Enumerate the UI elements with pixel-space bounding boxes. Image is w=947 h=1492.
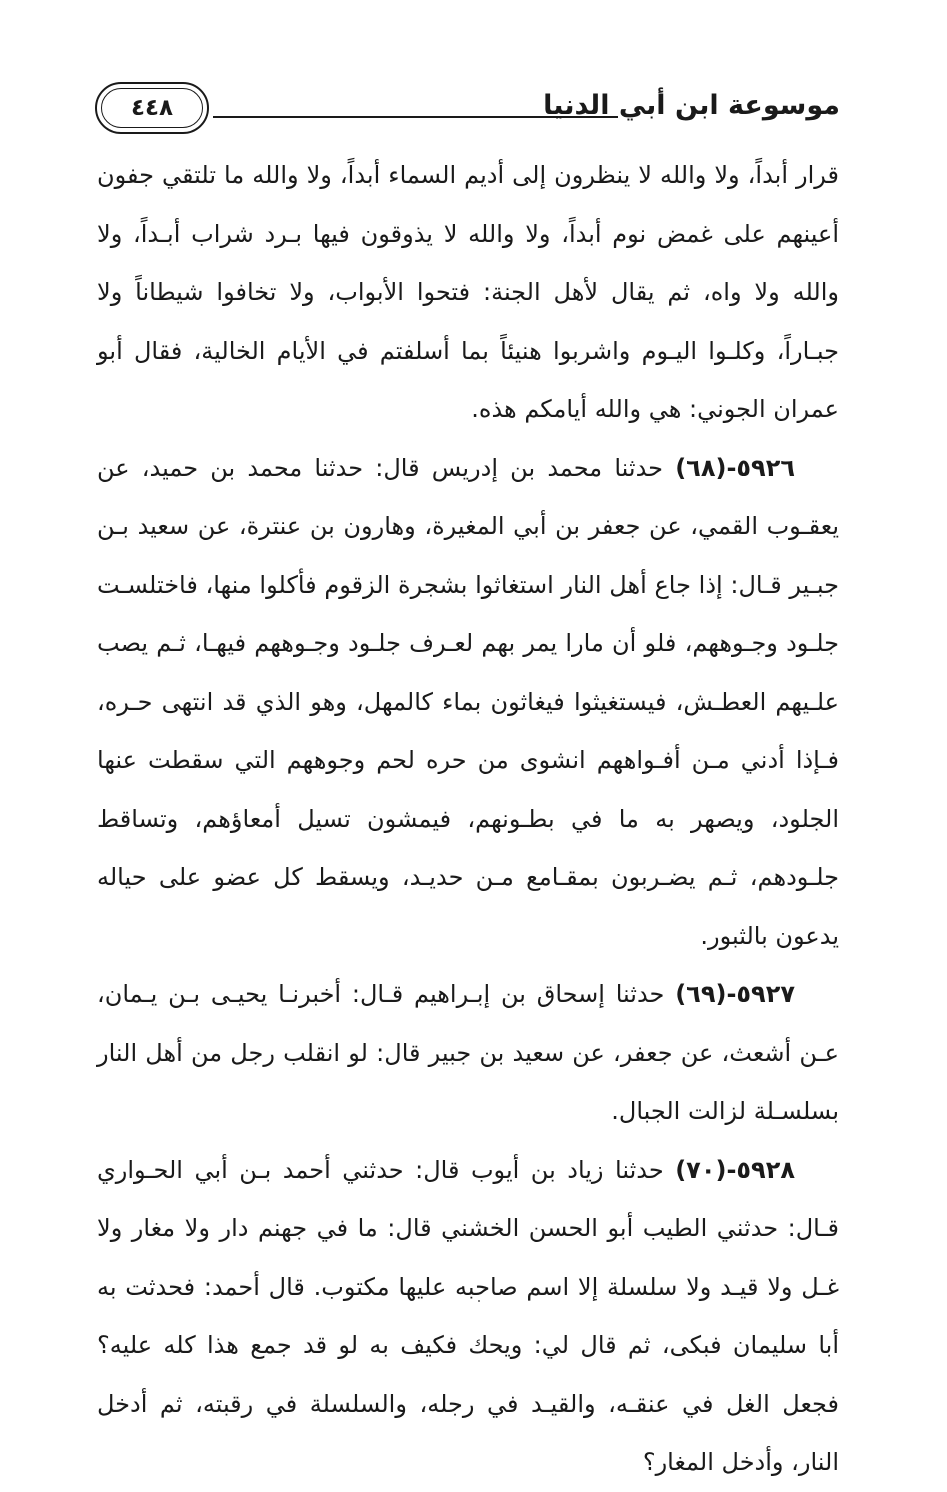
page-header xyxy=(95,78,840,138)
page-body xyxy=(97,146,839,1492)
hadith-number: ٥٩٢٧-(٦٩) xyxy=(675,980,795,1008)
header-rule xyxy=(213,116,618,118)
hadith-number: ٥٩٢٨-(٧٠) xyxy=(675,1155,795,1184)
paragraph xyxy=(97,1141,839,1492)
paragraph xyxy=(97,965,839,1141)
paragraph-text: حدثنا محمد بن إدريس قال: حدثنا محمد بن حميد، عن يعقـوب القمي، عن جعفر بن أبي المغيرة، وهارون بن عنترة، عن سعيد بـن جبـير قـال: إذا جاع أهل النار استغاثوا بشجرة الزقوم فأكلوا منها، فاختلسـت جلـود وجـوههم، فلو أن مارا يمر بهم لعـرف جلـود وجـوههم فيهـا، ثـم يصب علـيهم العطـش، فيستغيثوا فيغاثون بماء كالمهل، وهو الذي قد انتهى حـره، فـإذا أدني مـن أفـواههم انشوى من حره لحم وجوههم التي سقطت عنها الجلود، ويصهر به ما في بطـونهم، فيمشون تسيل أمعاؤهم، وتساقط جلـودهم، ثـم يضـربون بمقـامع مـن حديـد، ويسقط كل عضو على حياله يدعون بالثبور. xyxy=(97,453,839,950)
paragraph xyxy=(97,146,839,439)
paragraph-text: قرار أبداً، ولا والله لا ينظرون إلى أديم السماء أبداً، ولا والله ما تلتقي جفون أعينهم على غمض نوم أبداً، ولا والله لا يذوقون فيها بـرد شراب أبـداً، ولا والله ولا واه، ثم يقال لأهل الجنة: فتحوا الأبواب، ولا تخافوا شيطاناً ولا جبـاراً، وكلـوا اليـوم واشربوا هنيئاً بما أسلفتم في الأيام الخالية، فقال أبو عمران الجوني: هي والله أيامكم هذه. xyxy=(97,161,839,423)
page-number: ٤٤٨ xyxy=(101,88,203,128)
book-title: موسوعة ابن أبي الدنيا xyxy=(543,90,840,121)
paragraph-text: حدثنا زياد بن أيوب قال: حدثني أحمد بـن أبي الحـواري قـال: حدثني الطيب أبو الحسن الخشني قال: ما في جهنم دار ولا مغار ولا غـل ولا قيـد ولا سلسلة إلا اسم صاحبه عليها مكتوب. قال أحمد: فحدثت به أبا سليمان فبكى، ثم قال لي: ويحك فكيف به لو قد جمع هذا كله عليه؟ فجعل الغل في عنقـه، والقيـد في رجله، والسلسلة في رقبته، ثم أدخل النار، وأدخل المغار؟ xyxy=(97,1155,839,1476)
hadith-number: ٥٩٢٦-(٦٨) xyxy=(675,453,795,482)
paragraph xyxy=(97,439,839,966)
paragraph-text: حدثنا إسحاق بن إبـراهيم قـال: أخبرنـا يحيـى بـن يـمان، عـن أشعث، عن جعفر، عن سعيد بن جبير قال: لو انقلب رجل من أهل النار بسلسـلة لزالت الجبال. xyxy=(97,980,839,1125)
page-number-frame xyxy=(95,82,209,134)
scan-speck xyxy=(478,1300,480,1302)
